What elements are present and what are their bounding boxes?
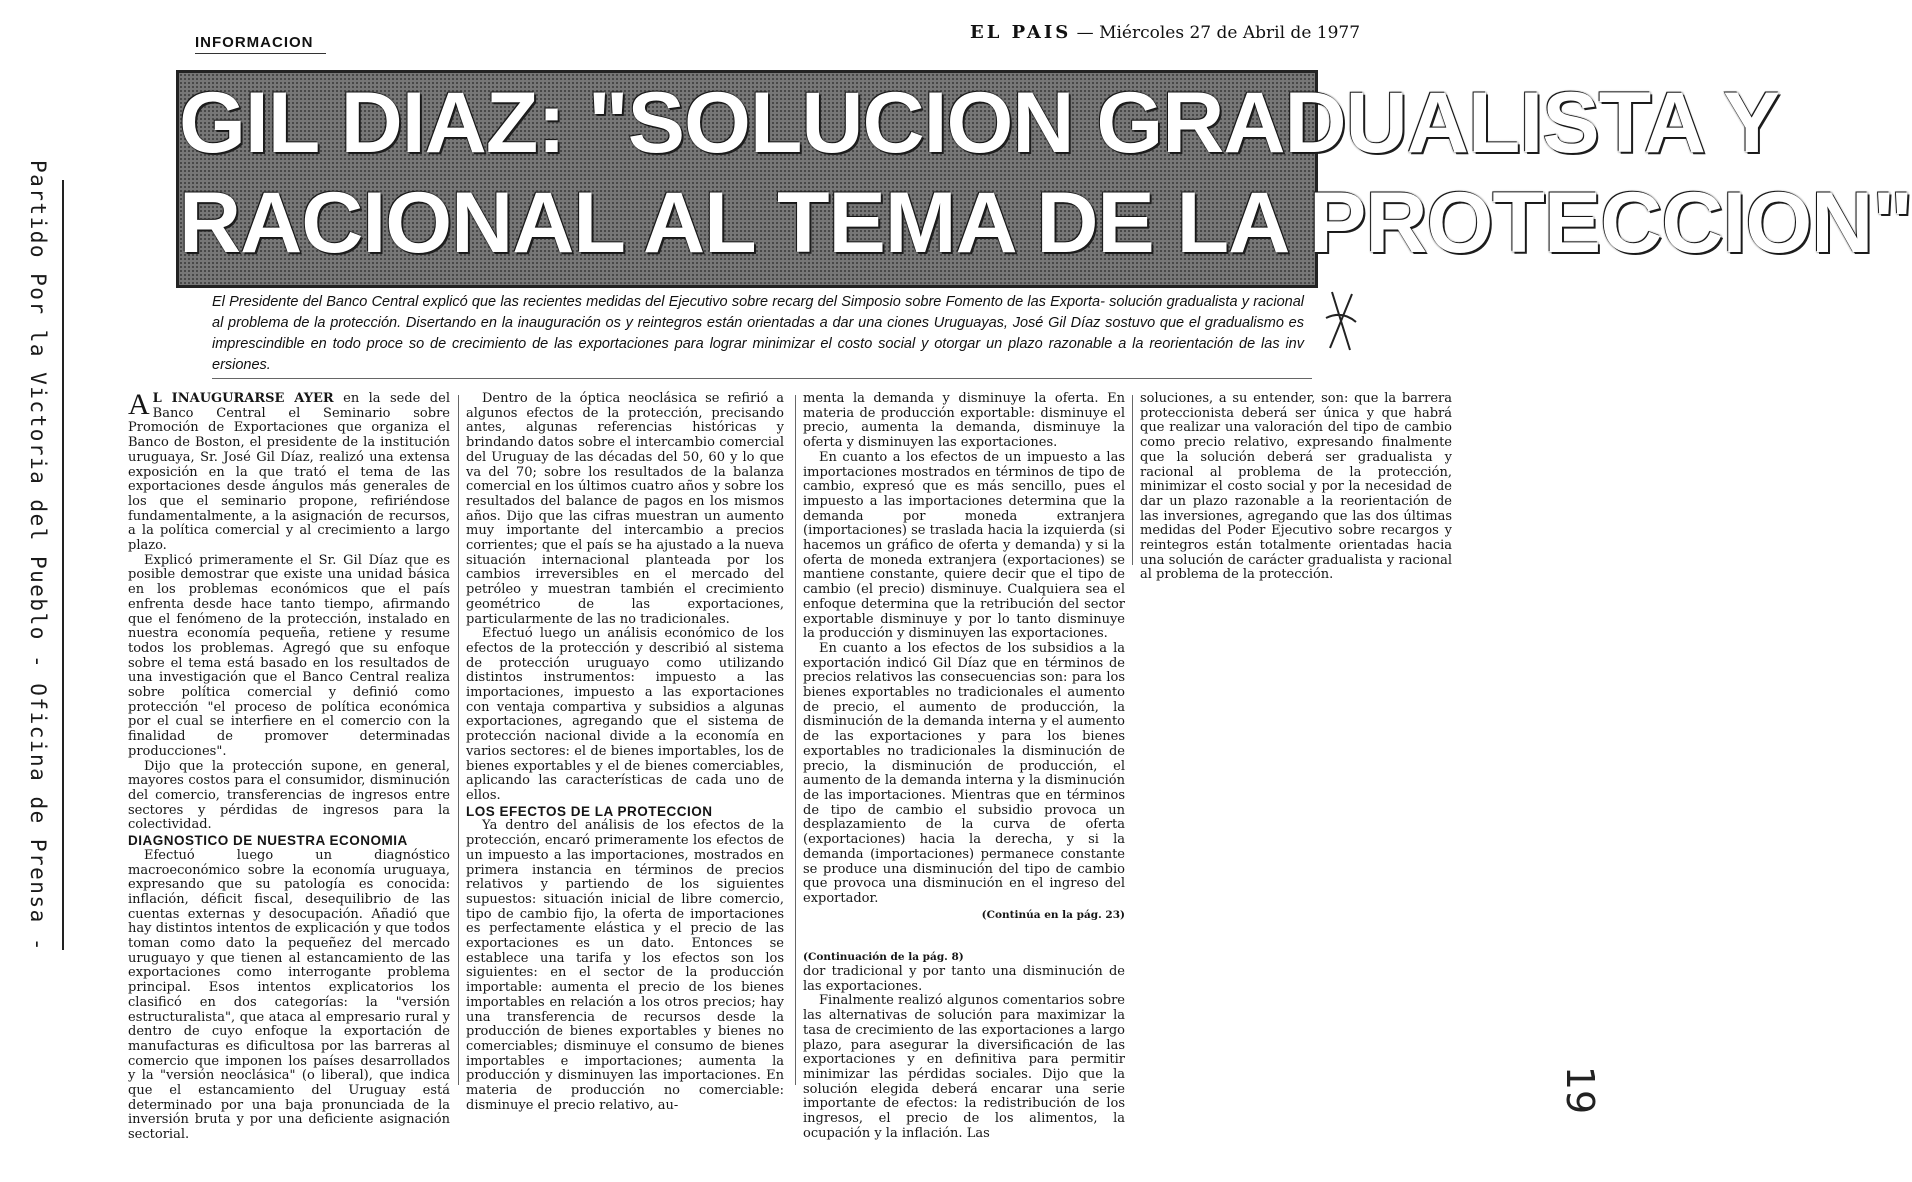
- column-2-paragraph-2: Efectuó luego un análisis económico de los efectos de la protección y describió al sistema de protección uruguayo como utilizando distintos instrumentos: impuesto a las importaciones, impuesto a las exportaciones con ventaja compartiva y subsidios a algunas exportaciones, agregando que el sistema de protección nacional divide a la economía en varios sectores: el de bienes importables, los de bienes exportables y el de bienes comerciables, aplicando las características de cada uno de ellos.: [466, 626, 784, 803]
- column-3-paragraph-4: dor tradicional y por tanto una disminución de las exportaciones.: [803, 964, 1125, 994]
- column-4-paragraph-1: soluciones, a su entender, son: que la barrera proteccionista deberá ser única y que habrá que realizar una valoración del tipo de cambio como precio relativo, expresando finalmente que la solución deberá ser gradualista y racional al problema de la protección, minimizar el costo social y por la necesidad de dar un plazo razonable a la reorientación de las inversiones, agregando que las dos últimas medidas del Poder Ejecutivo sobre recargos y reintegros están totalmente orientadas hacia una solución de carácter gradualista y racional al problema de la protección.: [1140, 391, 1452, 583]
- column-divider-1: [458, 395, 459, 1085]
- section-label: INFORMACION: [195, 34, 314, 51]
- article-column-4: [1140, 392, 1452, 583]
- continued-on-note: (Continúa en la pág. 23): [981, 908, 1125, 921]
- stamp-rule: [62, 180, 64, 950]
- paragraph-text: en la sede del Banco Central el Seminario sobre Promoción de Exportaciones que organiza el Banco de Boston, el presidente de la institución uruguaya, Sr. José Gil Díaz, realizó una extensa exposición en la que trató el tema de las exportaciones desde ángulos más generales de los que el seminario propone, refiriéndose fundamentalmente, a la asignación de recursos, a la política comercial y al crecimiento a largo plazo.: [128, 391, 450, 554]
- column-divider-3: [1132, 395, 1133, 565]
- column-1-paragraph-1: [128, 388, 450, 554]
- dateline-separator: —: [1071, 23, 1100, 43]
- stamp-text: Partido Por la Victoria del Pueblo - Oficina de Prensa -: [26, 160, 50, 953]
- lead-in: L INAUGURARSE AYER: [152, 391, 334, 406]
- column-2-paragraph-3: Ya dentro del análisis de los efectos de la protección, encaró primeramente los efectos de un impuesto a las importaciones, mostrados en primera instancia en términos de precios relativos y partiendo de los siguientes supuestos: situación inicial de libre comercio, tipo de cambio fijo, la oferta de importaciones es perfectamente elástica y el precio de las exportaciones es un dato. Entonces se establece una tarifa y los efectos son los siguientes: en el sector de la producción importable: aumenta el precio de los bienes importables en relación a los otros precios; hay una transferencia de recursos desde la producción de bienes exportables y bienes no comerciables; disminuye el consumo de bienes importables e importaciones; aumenta la producción y disminuyen las importaciones. En materia de producción no comerciable: disminuye el precio relativo, au-: [466, 818, 784, 1113]
- handwritten-mark-icon: [1322, 288, 1360, 356]
- column-3-paragraph-5: Finalmente realizó algunos comentarios sobre las alternativas de solución para maximizar la tasa de crecimiento de las exportaciones a largo plazo, para asegurar la diversificación de las exportaciones y en definitiva para permitir minimizar las pérdidas sociales. Dijo que la solución elegida deberá encarar una serie importante de efectos: la redistribución de los ingresos, el precio de los alimentos, la ocupación y la inflación. Las: [803, 993, 1125, 1141]
- column-1-paragraph-2: Explicó primeramente el Sr. Gil Díaz que es posible demostrar que existe una unidad básica en los problemas económicos que el país enfrenta desde hace tanto tiempo, afirmando que el fenómeno de la protección, instalado en nuestra economía pequeña, retiene y resume todos los problemas. Agregó que su enfoque sobre el tema está basado en los resultados de una investigación que el Banco Central realiza sobre política comercial y definió como protección "el proceso de política económica por el cual se interfiere en el comercio con la finalidad de promover determinadas producciones".: [128, 552, 450, 759]
- column-3-paragraph-1: menta la demanda y disminuye la oferta. En materia de producción exportable: disminuye el precio, aumenta la demanda, disminuye la oferta y disminuyen las exportaciones.: [803, 391, 1125, 451]
- page-number: 19: [1558, 1065, 1602, 1115]
- continued-from-note: (Continuación de la pág. 8): [803, 951, 964, 964]
- column-2-paragraph-1: Dentro de la óptica neoclásica se refirió a algunos efectos de la protección, precisando antes, algunas referencias históricas y brindando datos sobre el intercambio comercial del Uruguay de las décadas del 50, 60 y lo que va del 70; sobre los resultados de la balanza comercial en los últimos cuatro años y sobre los resultados del balance de pagos en los mismos años. Dijo que las cifras muestran un aumento muy importante del intercambio a precios corrientes; que el país se ha ajustado a la nueva situación internacional planteada por los cambios irreversibles en el mercado del petróleo y muestran también el crecimiento geométrico de las exportaciones, particularmente de las no tradicionales.: [466, 391, 784, 627]
- column-divider-2: [795, 395, 796, 1085]
- article-column-2: [466, 392, 784, 1113]
- subhead-efectos: LOS EFECTOS DE LA PROTECCION: [466, 803, 713, 819]
- issue-date: Miércoles 27 de Abril de 1977: [1099, 23, 1361, 43]
- article-column-3: [803, 392, 1125, 1141]
- column-1-paragraph-3: Dijo que la protección supone, en general, mayores costos para el consumidor, disminución del comercio, transferencias de ingresos entre sectores y pérdidas de ingresos para la colectividad.: [128, 758, 450, 833]
- drop-cap: A: [128, 388, 150, 421]
- column-3-paragraph-3: En cuanto a los efectos de los subsidios a la exportación indicó Gil Díaz que en términos de precios relativos las consecuencias son: para los bienes exportables no tradicionales el aumento de precio, el aumento de producción, la disminución de la demanda interna y el aumento de las exportaciones y para los bienes exportables no tradicionales la disminución de precio, la disminución de producción, el aumento de la demanda interna y la disminución de las importaciones. Mientras que en términos de tipo de cambio el subsidio provoca un desplazamiento de la curva de oferta (exportaciones) hacia la derecha, y si la demanda (importaciones) permanece constante se produce una disminución del tipo de cambio que provoca una disminución en el ingreso del exportador.: [803, 640, 1126, 906]
- article-column-1: [128, 388, 450, 1143]
- side-stamp: [18, 160, 74, 960]
- headline-line-1: GIL DIAZ: "SOLUCION GRADUALISTA Y: [179, 75, 1780, 171]
- dateline: [970, 22, 1360, 43]
- column-3-paragraph-2: En cuanto a los efectos de un impuesto a las importaciones mostrados en términos de tipo de cambio, expresó que es más sencillo, pues el impuesto a las importaciones determina que la demanda por moneda extranjera (importaciones) se traslada hacia la izquierda (si hacemos un gráfico de oferta y demanda) y si la oferta de moneda extranjera (exportaciones) se mantiene constante, quiere decir que el tipo de cambio (el precio) disminuye. Cualquiera sea el enfoque determina que la retribución del sector exportable disminuye y por lo tanto disminuye la producción y disminuyen las exportaciones.: [803, 449, 1125, 642]
- headline-box: [176, 70, 1912, 288]
- column-1-paragraph-4: Efectuó luego un diagnóstico macroeconómico sobre la economía uruguaya, expresando que su patología es conocida: inflación, déficit fiscal, desequilibrio de las cuentas externas y desocupación. Añadió que hay distintos intentos de explicación y que todos toman como dato la pequeñez del mercado uruguayo y que tienen al estancamiento de las exportaciones como interrogante problema principal. Esos intentos explicatorios los clasificó en dos categorías: la "versión estructuralista", que ataca al empresario rural y dentro de cuyo enfoque la exportación de manufacturas es dificultosa por las barreras al comercio que imponen los países desarrollados y la "versión neoclásica" (o liberal), que indica que el estancamiento del Uruguay está determinado por una baja pronunciada de la inversión bruta y por una deficiente asignación sectorial.: [128, 847, 450, 1143]
- headline-line-2: RACIONAL AL TEMA DE LA PROTECCION": [179, 175, 1912, 271]
- subhead-diagnostico: DIAGNOSTICO DE NUESTRA ECONOMIA: [128, 833, 408, 849]
- deck-rule: [212, 378, 1312, 379]
- deck-summary: El Presidente del Banco Central explicó que las recientes medidas del Ejecutivo sobre recarg del Simposio sobre Fomento de las Exporta- solución gradualista y racional al problema de la protección. Disertando en la inauguración os y reintegros están orientadas a dar una ciones Uruguayas, José Gil Díaz sostuvo que el gradualismo es imprescindible en todo proce so de crecimiento de las exportaciones para lograr minimizar el costo social y otorgar un plazo razonable a la reorientación de las inv ersiones.: [212, 294, 1304, 373]
- paper-name: EL PAIS: [970, 22, 1072, 43]
